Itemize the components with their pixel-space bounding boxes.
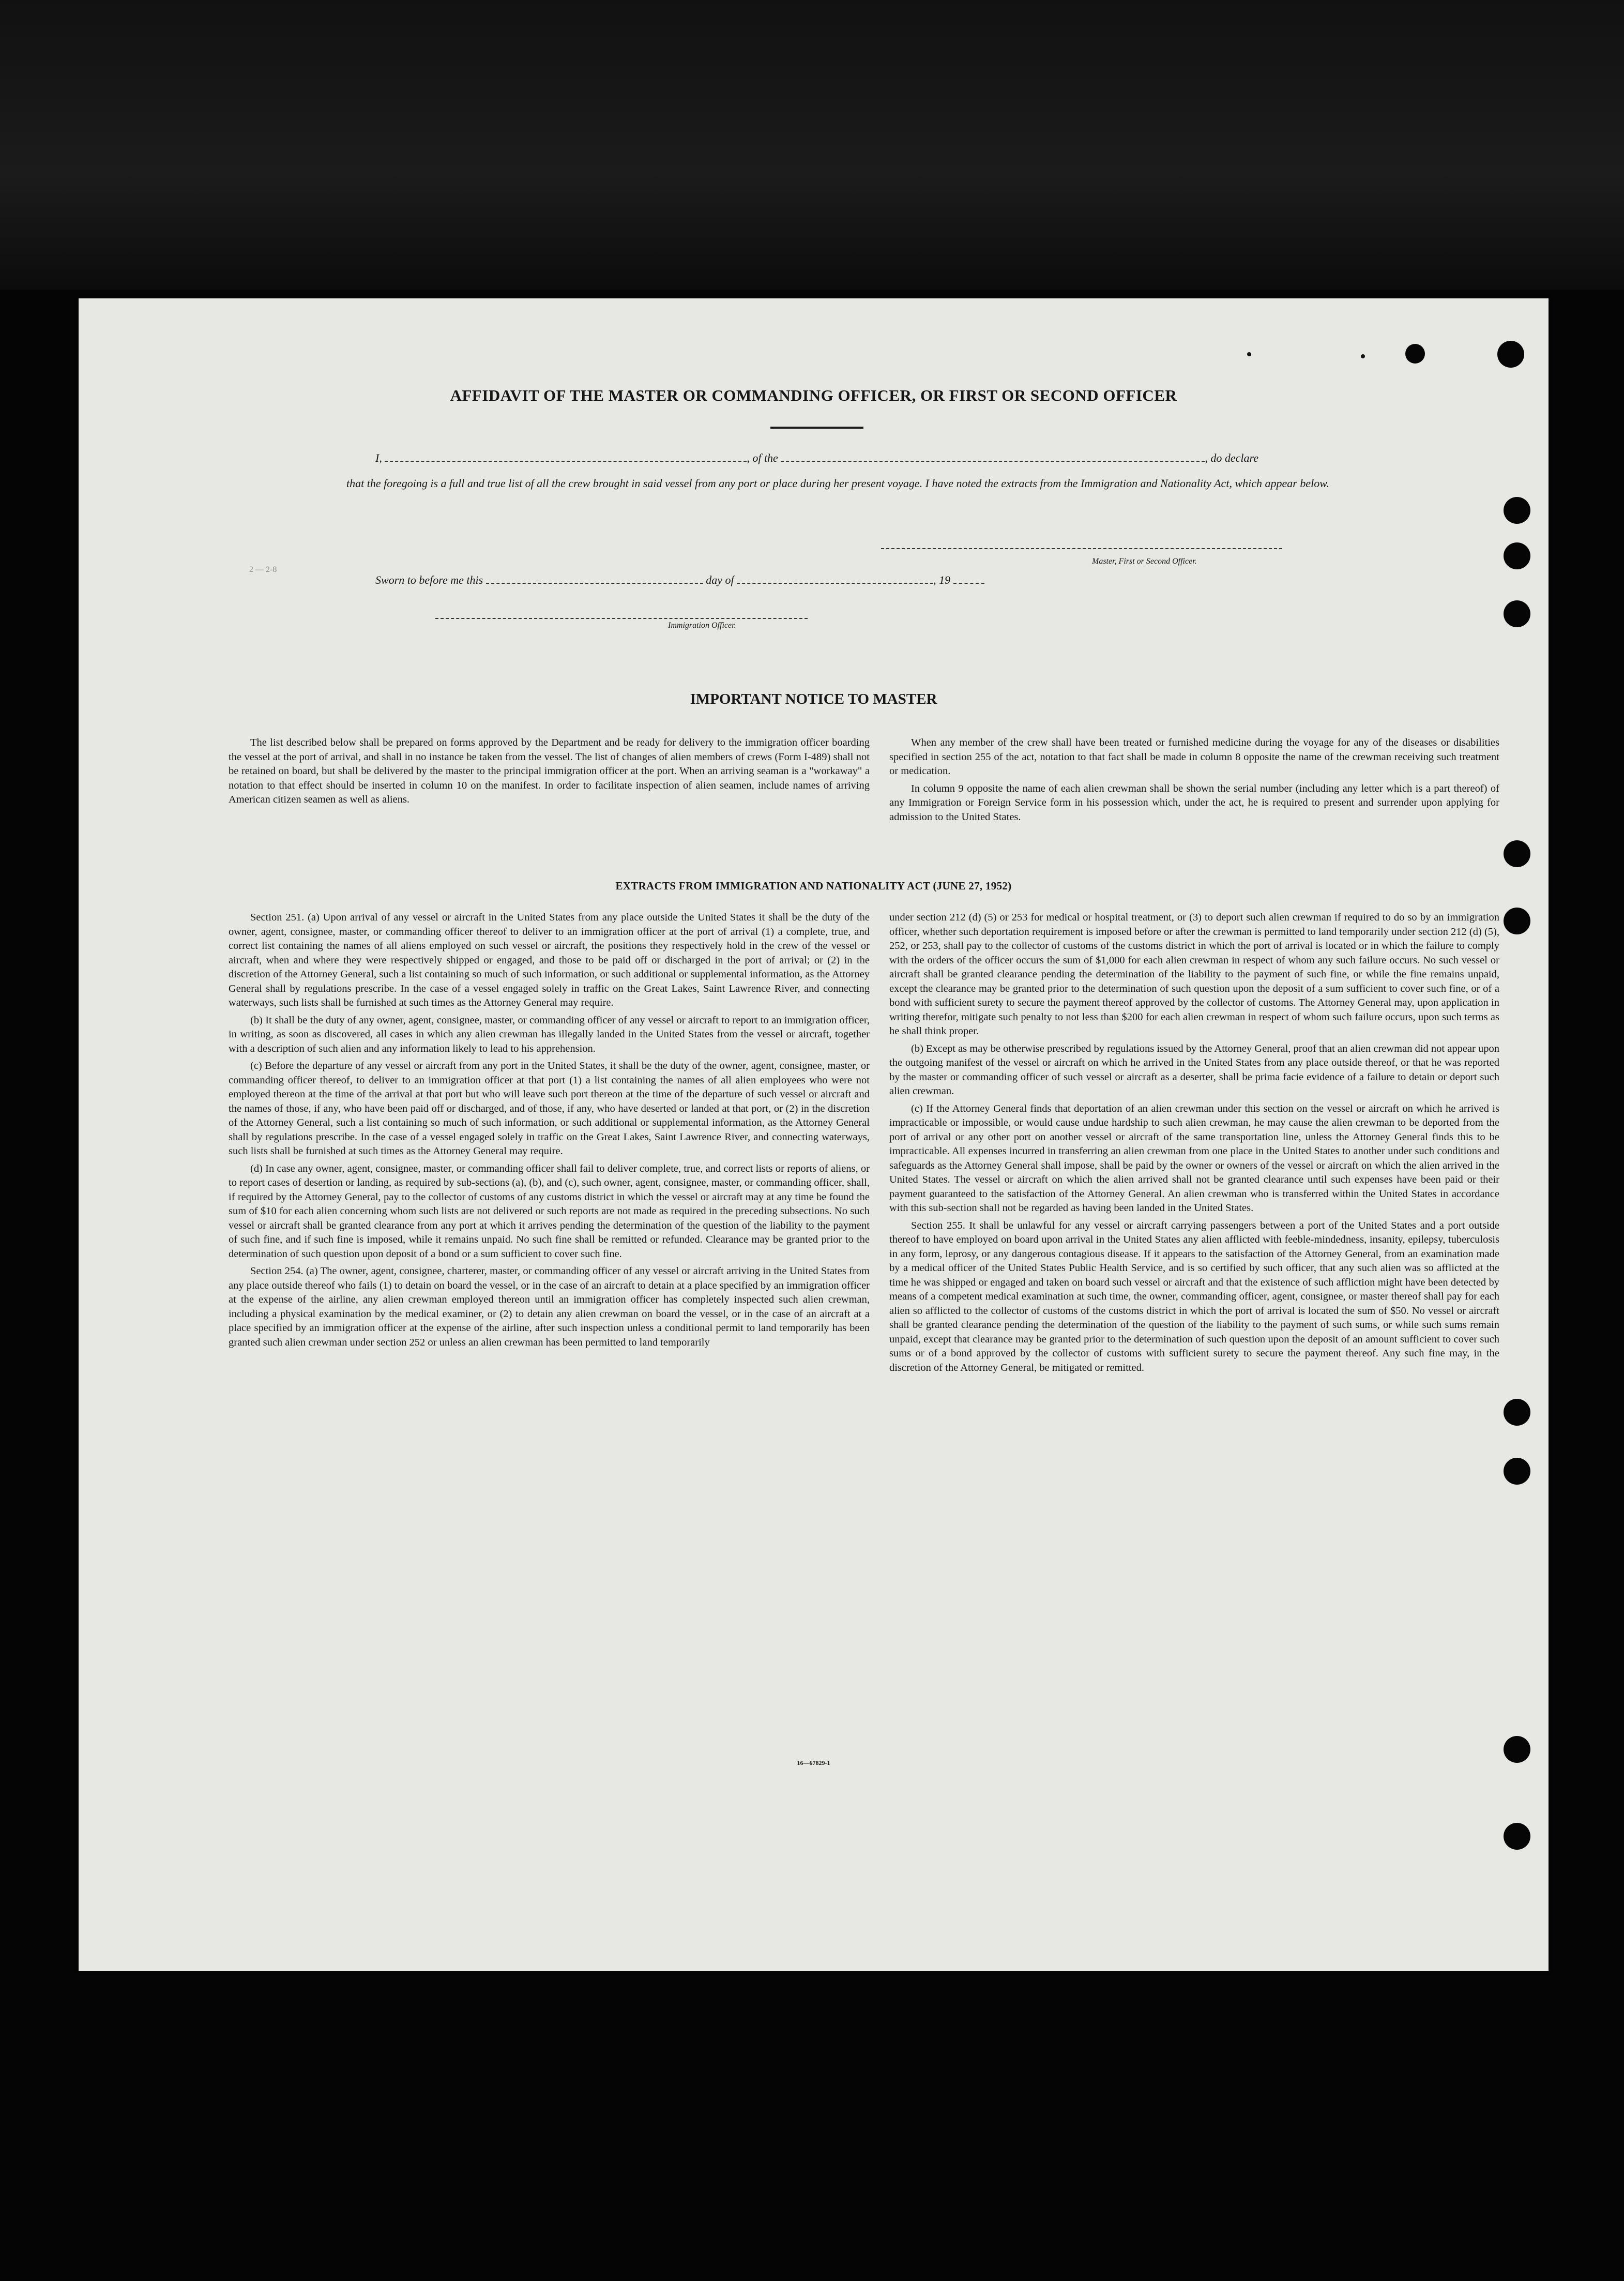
margin-scribble: 2 — 2-8 bbox=[249, 565, 277, 574]
extract-paragraph: Section 251. (a) Upon arrival of any vessel or aircraft in the United States from any place outside the United States it shall be the duty of the owner, agent, consignee, master, or commanding officer thereof to deliver to an immigration officer at the port of arrival (1) a complete, true, and correct list containing the names of all aliens employed on such vessel or aircraft, the positions they respectively hold in the crew of the vessel or aircraft, when and where they were respectively shipped or engaged, and those to be paid off or discharged in the port of arrival; or (2) in the discretion of the Attorney General, such a list containing so much of such information, or such additional or supplemental information, as the Attorney General shall by regulations prescribe. In the case of a vessel engaged solely in traffic on the Great Lakes, Saint Lawrence River, and connecting waterways, such lists shall be furnished at such times as the Attorney General may require. bbox=[229, 912, 870, 1008]
extracts-title: EXTRACTS FROM IMMIGRATION AND NATIONALITY ACT (JUNE 27, 1952) bbox=[615, 880, 1012, 892]
notice-title: IMPORTANT NOTICE TO MASTER bbox=[690, 691, 937, 707]
punch-hole bbox=[1504, 840, 1530, 867]
notice-left-column bbox=[229, 736, 870, 810]
scanner-background bbox=[0, 0, 1624, 290]
dust-speck bbox=[1247, 352, 1251, 356]
master-signature-field[interactable] bbox=[881, 539, 1282, 549]
officer-signature-line bbox=[435, 609, 808, 622]
punch-hole bbox=[1504, 1399, 1530, 1426]
day-of-label: day of bbox=[706, 573, 734, 586]
punch-hole bbox=[1497, 341, 1524, 368]
punch-hole bbox=[1504, 908, 1530, 934]
extract-paragraph: under section 212 (d) (5) or 253 for medical or hospital treatment, or (3) to deport such alien crewman if required to do so by an immigration officer, whether such deportation requirement is imposed before or after the crewman is permitted to land temporarily under section 212 (d) (5), 252, or 253, shall pay to the collector of customs of the customs district in which the port of arrival is located or in which the failure to comply with the orders of the officer occurs the sum of $1,000 for each alien crewman in respect of whom any such failure occurs. No such vessel or aircraft shall be granted clearance pending the determination of the liability to the payment of such fine, or while the fine remains unpaid, except the clearance may be granted prior to the determination of such question upon the deposit of a sum sufficient to cover such fine, or of a bond with sufficient surety to secure the payment thereof approved by the collector of customs. The Attorney General may, upon application in writing therefor, mitigate such penalty to not less than $200 for each alien crewman in respect of whom such failure occurs, upon such terms as he shall think proper. bbox=[889, 912, 1499, 1037]
notice-paragraph: In column 9 opposite the name of each alien crewman shall be shown the serial number (including any letter which is a part thereof) of any Immigration or Foreign Service form in his possession which, under the act, he is required to present and surrender upon applying for admission to the United States. bbox=[889, 782, 1499, 823]
extract-paragraph: (b) Except as may be otherwise prescribed by regulations issued by the Attorney General, proof that an alien crewman did not appear upon the outgoing manifest of the vessel or aircraft on which he arrived in the United States from any place outside thereof, or that he was reported by the master or commanding officer of such vessel or aircraft as a deserter, shall be prima facie evidence of a failure to detain or deport such alien crewman. bbox=[889, 1043, 1499, 1097]
of-the-label: , of the bbox=[747, 451, 778, 464]
extract-paragraph: Section 255. It shall be unlawful for any vessel or aircraft carrying passengers between a port of the United States and a port outside thereof to have employed on board upon arrival in the United States any alien afflicted with feeble-mindedness, insanity, epilepsy, tuberculosis in any form, leprosy, or any dangerous contagious disease. If it appears to the satisfaction of the Attorney General, from an examination made by a medical officer of the United States Public Health Service, and is so certified by such officer, that any such alien was so afflicted at the time he was shipped or engaged and taken on board such vessel or aircraft and that the existence of such affliction might have been detected by means of a competent medical examination at such time, the owner, commanding officer, agent, consignee, or master thereof shall pay for each alien so afflicted to the collector of customs of the customs district in which the port of arrival is located the sum of $50. No vessel or aircraft shall be granted clearance pending the determination of the question of the liability to the payment of such sums, or while such sums remain unpaid, except that clearance may be granted prior to the determination of such question upon the deposit of an amount sufficient to cover such sums or of a bond approved by the collector of customs with sufficient surety to secure the payment thereof. Any such fine may, in the discretion of the Attorney General, be mitigated or remitted. bbox=[889, 1219, 1499, 1373]
sworn-day-field[interactable] bbox=[486, 573, 703, 584]
notice-paragraph: When any member of the crew shall have been treated or furnished medicine during the voyage for any of the diseases or disabilities specified in section 255 of the act, notation to that fact shall be made in column 8 opposite the name of the crewman receiving such treatment or medication. bbox=[889, 737, 1499, 777]
punch-hole bbox=[1504, 542, 1530, 569]
punch-hole bbox=[1504, 1823, 1530, 1850]
title-underline bbox=[770, 427, 863, 429]
declaration-text: that the foregoing is a full and true list of all the crew brought in said vessel from any port or place during her present voyage. I have noted the extracts from the Immigration and Nationality Act, which appear below. bbox=[346, 477, 1329, 490]
i-label: I, bbox=[375, 451, 382, 464]
extract-paragraph: (b) It shall be the duty of any owner, agent, consignee, master, or commanding officer of any vessel or aircraft to report to an immigration officer, in writing, as soon as discovered, all cases in which any alien crewman has illegally landed in the United States from the vessel or aircraft, together with a description of such alien and any information likely to lead to his apprehension. bbox=[229, 1014, 870, 1054]
document-page bbox=[79, 298, 1549, 1971]
notice-right-column bbox=[889, 736, 1499, 827]
officer-signature-caption: Immigration Officer. bbox=[668, 621, 736, 630]
extract-paragraph: Section 254. (a) The owner, agent, consignee, charterer, master, or commanding officer of any vessel or aircraft arriving in the United States from any place outside thereof who fails (1) to detain on board the vessel, or in the case of an aircraft to detain at a place specified by an immigration officer at the expense of the airline, any alien crewman employed thereon until an immigration officer has completely inspected such alien crewman, including a physical examination by the medical examiner, or (2) to detain any alien crewman on board the vessel, or in the case of an aircraft at a place specified by an immigration officer at the expense of the airline, after such inspection unless a conditional permit to land temporarily has been granted such alien crewman under section 252 or unless an alien crewman has been permitted to land temporarily bbox=[229, 1265, 870, 1348]
extract-paragraph: (d) In case any owner, agent, consignee, master, or commanding officer shall fail to deliver complete, true, and correct lists or reports of aliens, or to report cases of desertion or landing, as required by sub-sections (a), (b), and (c), such owner, agent, consignee, master, or commanding officer, shall, if required by the Attorney General, pay to the collector of customs of any customs district in which the vessel or aircraft may at any time be found the sum of $10 for each alien concerning whom such lists are not delivered or such reports are not made as required in the preceding subsections. No such vessel or aircraft shall be granted clearance from any port at which it arrives pending the determination of the question of the liability to the payment of such fine, and if such fine is imposed, while it remains unpaid. No such fine shall be remitted or refunded. Clearance may be granted prior to the determination of such question upon deposit of a bond or a sum sufficient to cover such fine. bbox=[229, 1162, 870, 1260]
punch-hole bbox=[1504, 600, 1530, 627]
punch-hole bbox=[1504, 1458, 1530, 1485]
master-signature-caption: Master, First or Second Officer. bbox=[1092, 557, 1197, 566]
year-prefix: , 19 bbox=[933, 573, 951, 586]
sworn-line bbox=[375, 573, 984, 587]
extracts-left-column bbox=[229, 911, 870, 1353]
vessel-field[interactable] bbox=[781, 451, 1205, 462]
affidavit-title: AFFIDAVIT OF THE MASTER OR COMMANDING OFFICER, OR FIRST OR SECOND OFFICER bbox=[450, 386, 1177, 404]
extracts-right-column bbox=[889, 911, 1499, 1378]
sworn-year-field[interactable] bbox=[953, 573, 984, 584]
punch-hole bbox=[1504, 497, 1530, 524]
punch-hole bbox=[1405, 344, 1425, 364]
master-signature-line bbox=[881, 539, 1282, 552]
declarant-line bbox=[375, 451, 1258, 465]
do-declare-label: , do declare bbox=[1205, 451, 1258, 464]
notice-paragraph: The list described below shall be prepared on forms approved by the Department and be ready for delivery to the immigration officer boarding the vessel at the port of arrival, and shall in no instance be taken from the vessel. The list of changes of alien members of crews (Form I-489) shall not be retained on board, but shall be delivered by the master to the principal immigration officer at the port. When an arriving seaman is a "workaway" a notation to that effect should be inserted in column 10 on the manifest. In order to facilitate inspection of alien seamen, include names of arriving American citizen seamen as well as aliens. bbox=[229, 737, 870, 805]
extract-paragraph: (c) Before the departure of any vessel or aircraft from any port in the United States, it shall be the duty of the owner, agent, consignee, master, or commanding officer thereof, to deliver to an immigration officer at that port (1) a list containing the names of all alien employees who were not employed thereon at the time of the arrival at that port but who will leave such port thereon at the time of the departure of such vessel or aircraft and the names of those, if any, who have been paid off or discharged, and of those, if any, who have deserted or landed at that port, or (2) in the discretion of the Attorney General, such a list containing so much of such information, or such additional or supplemental information, as the Attorney General shall by regulations prescribe. In the case of a vessel engaged solely in traffic on the Great Lakes, Saint Lawrence River, and connecting waterways, such lists shall be furnished at such times as the Attorney General may require. bbox=[229, 1060, 870, 1157]
form-code: 16—67829-1 bbox=[797, 1759, 830, 1766]
sworn-month-field[interactable] bbox=[737, 573, 933, 584]
dust-speck bbox=[1361, 354, 1365, 358]
officer-signature-field[interactable] bbox=[435, 609, 808, 619]
sworn-label: Sworn to before me this bbox=[375, 573, 483, 586]
name-field[interactable] bbox=[385, 451, 747, 462]
extract-paragraph: (c) If the Attorney General finds that deportation of an alien crewman under this section on the vessel or aircraft on which he arrived is impracticable or impossible, or would cause undue hardship to such alien crewman, he may cause the alien crewman to be deported from the port of arrival or any other port on another vessel or aircraft of the same transportation line, unless the Attorney General finds this to be impracticable. All expenses incurred in transferring an alien crewman from one place in the United States to another under such conditions and safeguards as the Attorney General shall impose, shall be paid by the owner or owners of the vessel or aircraft on which the alien arrived in the United States. The vessel or aircraft on which the alien arrived shall not be granted clearance until such expenses have been paid or their payment guaranteed to the satisfaction of the Attorney General. An alien crewman who is transferred within the United States in accordance with this sub-section shall not be regarded as having been landed in the United States. bbox=[889, 1102, 1499, 1214]
